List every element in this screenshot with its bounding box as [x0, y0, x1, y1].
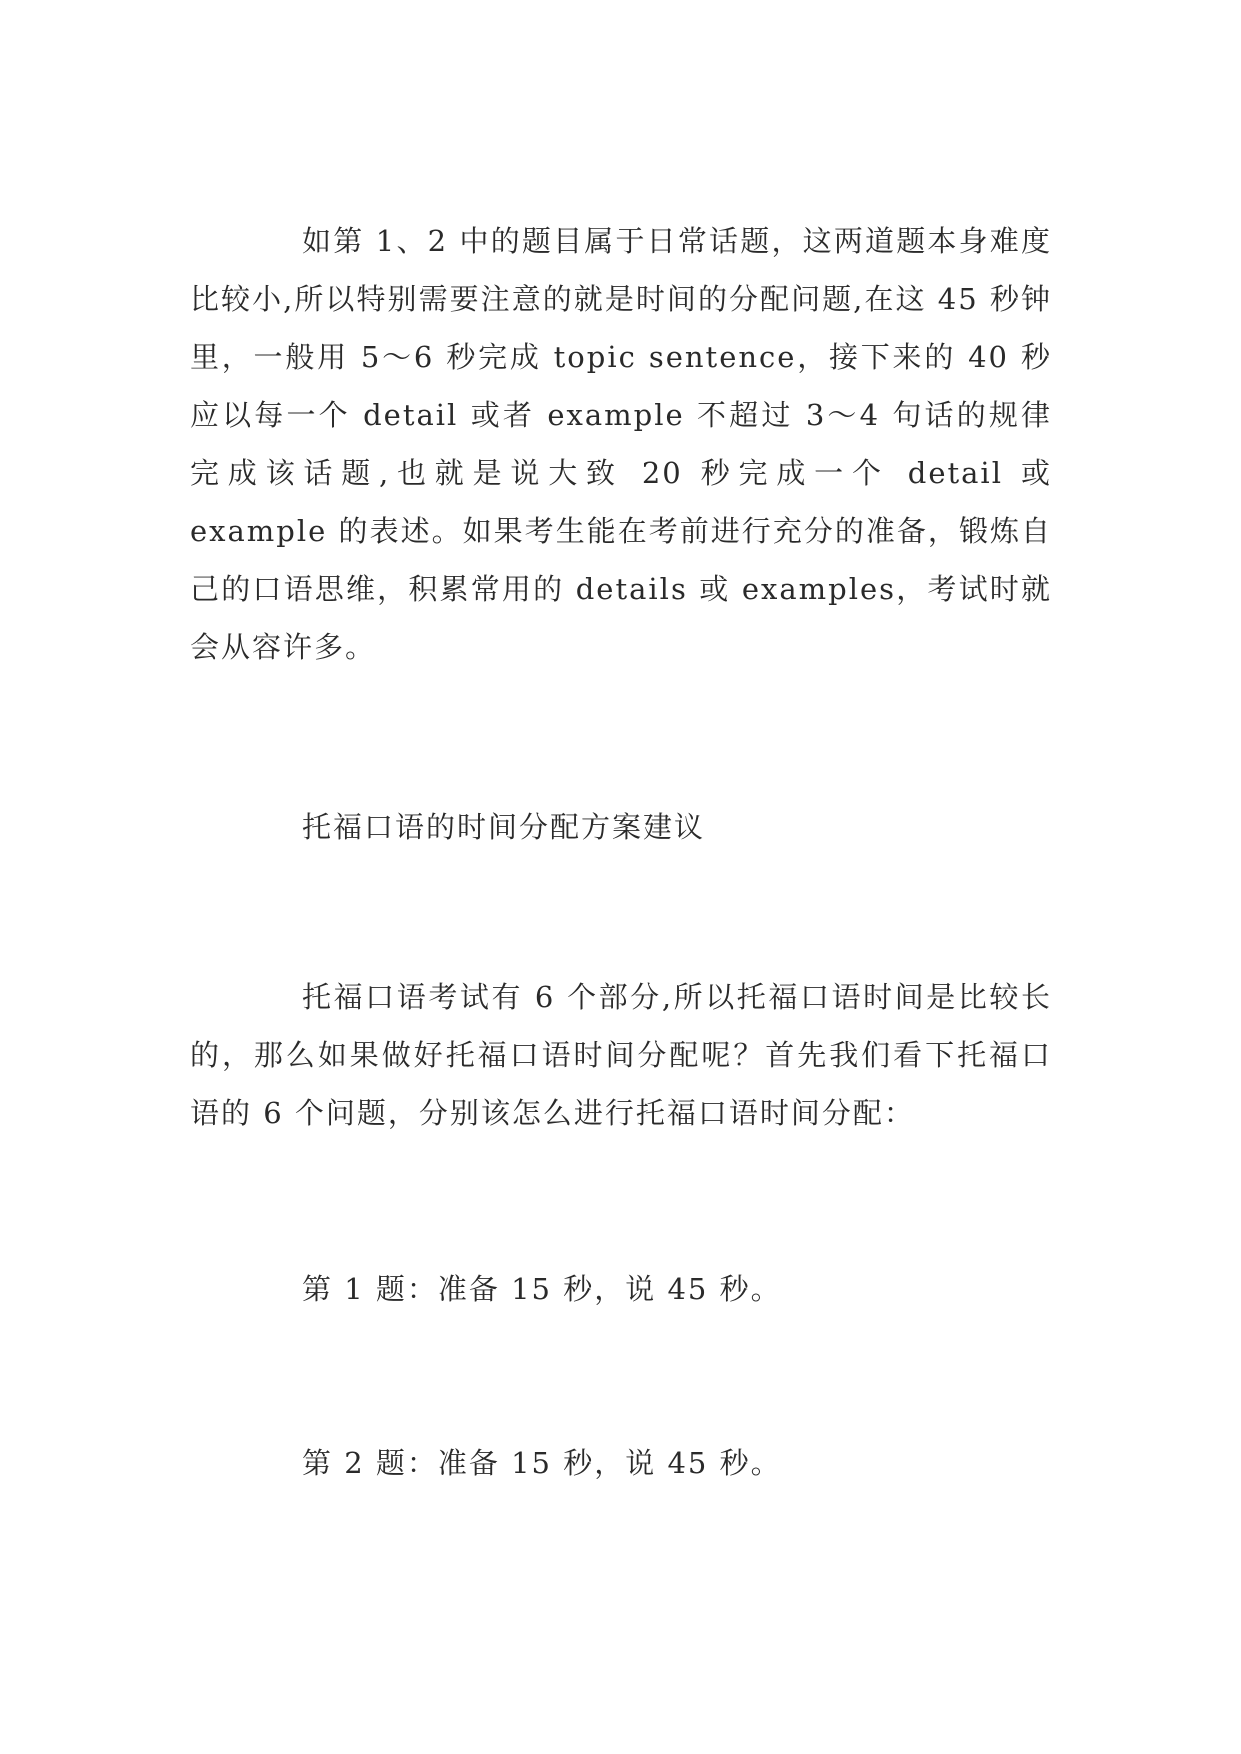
question-2-timing: 第 2 题：准备 15 秒，说 45 秒。 [302, 1446, 782, 1480]
question-1-timing: 第 1 题：准备 15 秒，说 45 秒。 [302, 1272, 782, 1306]
paragraph-time-allocation-intro: 如第 1、2 中的题目属于日常话题，这两道题本身难度比较小,所以特别需要注意的就是时间的分配问题,在这 45 秒钟里，一般用 5～6 秒完成 topic sentence，接下来的 40 秒应以每一个 detail 或者 example 不超过 3～4 句话的规律完成该话题,也就是说大致 20 秒完成一个 detail 或 example 的表述。如果考生能在考前进行充分的准备，锻炼自己的口语思维，积累常用的 details 或 examples，考试时就会从容许多。 [190, 224, 1052, 664]
section-heading: 托福口语的时间分配方案建议 [302, 810, 706, 844]
paragraph-six-parts: 托福口语考试有 6 个部分,所以托福口语时间是比较长的，那么如果做好托福口语时间分配呢？首先我们看下托福口语的 6 个问题，分别该怎么进行托福口语时间分配： [190, 980, 1052, 1130]
